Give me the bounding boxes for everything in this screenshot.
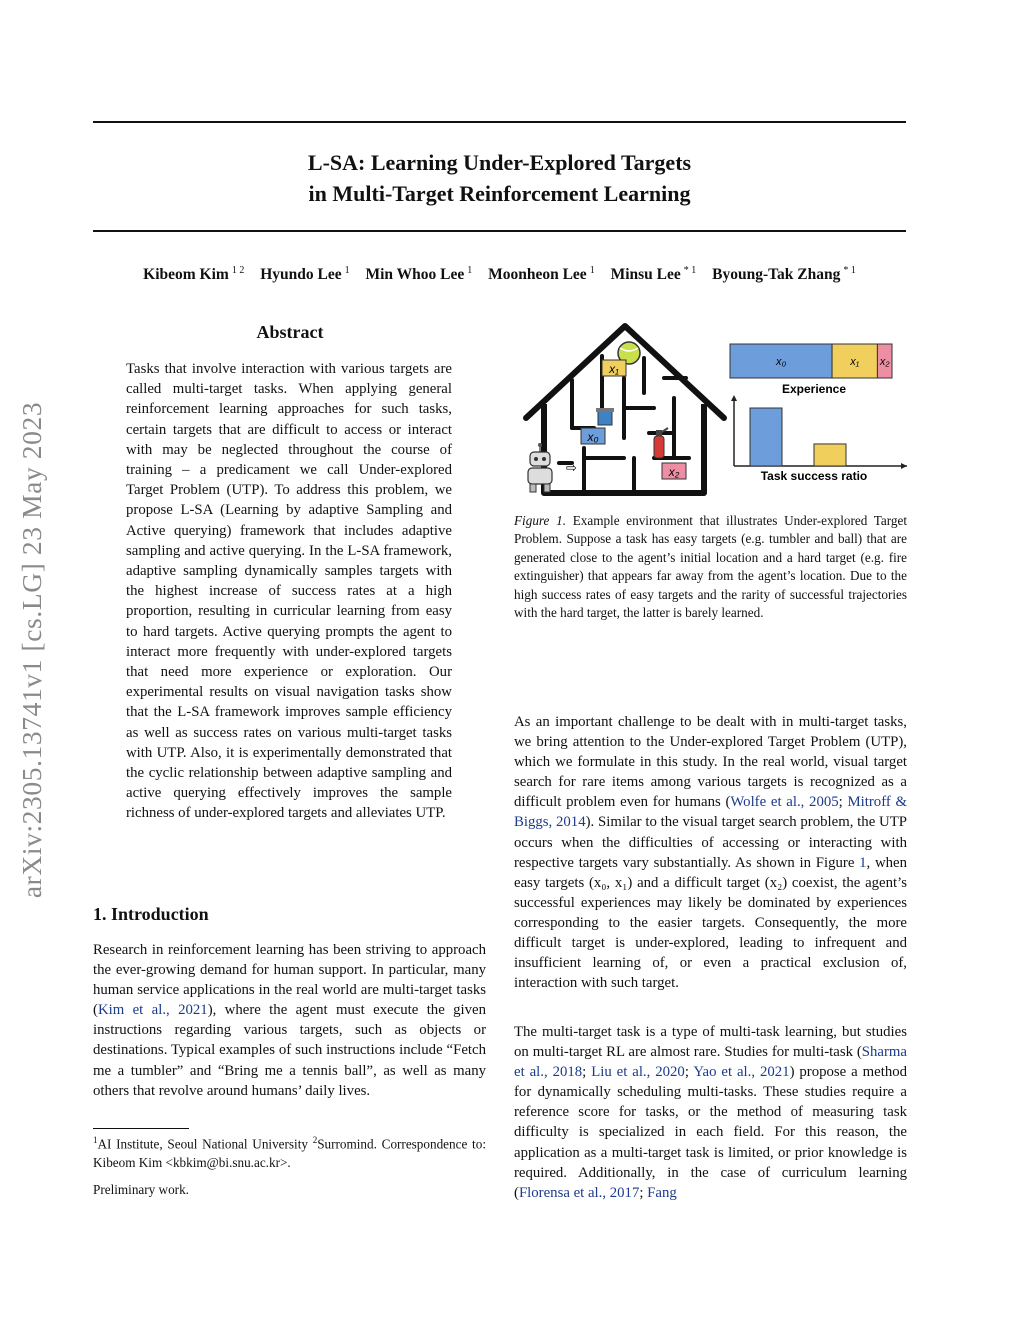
success-bar <box>750 408 782 466</box>
intro-paragraph: Research in reinforcement learning has been striving to approach the ever-growing demand for human support. In particular, many human service applications in the real world are multi-target tasks (Kim et al., 2021), where the agent must execute the given instructions regarding various targets, such as objects or destinations. Typical examples of such instructions include “Fetch me a tumbler” and “Bring me a tennis ball”, as well as many others that revolve around humans’ daily lives. <box>93 942 486 1099</box>
citation-link[interactable]: Wolfe et al., 2005 <box>730 794 839 811</box>
target-label-x0: x₀ <box>587 430 599 444</box>
title-line-2: in Multi-Target Reinforcement Learning <box>308 181 691 206</box>
experience-segment-label: x₁ <box>850 356 860 368</box>
title-line-1: L-SA: Learning Under-Explored Targets <box>307 150 692 175</box>
citation-link[interactable]: Liu et al., 2020 <box>591 1064 685 1081</box>
success-bar <box>814 444 846 466</box>
author: Min Whoo Lee $^1$ <box>365 265 473 283</box>
figure-1 <box>514 318 907 498</box>
x-axis-arrow <box>901 463 907 469</box>
author: Moonheon Lee $^1$ <box>488 265 595 283</box>
arxiv-stamp: arXiv:2305.13741v1 [cs.LG] 23 May 2023 <box>16 401 47 899</box>
success-chart <box>731 395 907 469</box>
experience-label: Experience <box>781 382 847 396</box>
figure-1-caption: Figure 1. Example environment that illustrates Under-explored Target Problem. Suppose a task has easy targets (e.g. tumbler and ball) that are generated close to the agent’s initial location and a hard target (e.g. fire extinguisher) that appears far away from the agent’s location. Due to the high success rates of easy targets and the rarity of successful trajectories with the hard target, the latter is barely learned. <box>514 513 907 621</box>
y-axis-arrow <box>731 395 737 401</box>
figure-ref-link[interactable]: 1 <box>859 854 867 871</box>
author: Kibeom Kim $^{1 2}$ <box>143 265 245 283</box>
paper-title <box>93 147 906 209</box>
abstract-heading: Abstract <box>256 322 324 342</box>
experience-bar <box>730 344 892 378</box>
experience-segment-label: x₂ <box>879 356 890 368</box>
title-bottom-rule <box>93 230 906 232</box>
tumbler-icon <box>596 408 614 425</box>
robot-agent-icon <box>528 443 552 492</box>
target-label-x1: x₁ <box>609 362 619 376</box>
footnote-rule <box>93 1128 189 1129</box>
target-label-x2: x₂ <box>668 465 680 479</box>
citation-link[interactable]: Fang <box>647 1184 677 1201</box>
intro-paragraph-3: The multi-target task is a type of multi-task learning, but studies on multi-target RL are almost rare. Studies for multi-task (Sharma et al., 2018; Liu et al., 2020; Yao et al., 2021) propose a method for dynamically scheduling multi-tasks. These studies require a reference score for tasks, or the method of measuring task difficulty is specialized in each field. For this reason, the application as a multi-target task is limited, or prior knowledge is required. Additionally, in the case of curriculum learning (Florensa et al., 2017; Fang <box>514 1024 908 1201</box>
abstract-text: Tasks that involve interaction with various targets are called multi-target tasks. When applying general reinforcement learning approaches for such tasks, certain targets that are difficult to access or interact with may be neglected throughout the course of training – a predicament we call Under-explored Target Problem (UTP). To address this problem, we propose L-SA (Learning by adaptive Sampling and Active querying) framework that includes adaptive sampling and active querying. In the L-SA framework, adaptive sampling dynamically samples targets with the highest increase of success rates at a high proportion, resulting in curricular learning from easy to hard targets. Active querying prompts the agent to interact more frequently with under-explored targets that need more experience or exploration. Our experimental results on visual navigation tasks show that the L-SA framework improves sample efficiency as well as success rates on various multi-target tasks with UTP. Also, it is experimentally demonstrated that the cyclic relationship between adaptive sampling and active querying effectively improves the sample richness of under-explored targets and alleviates UTP. <box>126 361 452 822</box>
intro-paragraph-2: As an important challenge to be dealt with in multi-target tasks, we bring attention to the Under-explored Target Problem (UTP), which we formulate in this study. In the real world, visual target search for rare items among various targets is recognized as a difficult problem even for humans (Wolfe et al., 2005; Mitroff & Biggs, 2014). Similar to the visual target search problem, the UTP occurs when the difficulties of accessing or interacting with respective targets vary substantially. As shown in Figure 1, when easy targets (x₀, x₁) and a difficult target (x₂) coexist, the agent’s successful experiences may likely be dominated by experiences corresponding to the easier targets. Consequently, the more difficult target is under-explored, leading to infrequent and insufficient learning of, or even a practical exclusion of, interaction with such target. <box>514 714 907 992</box>
top-rule <box>93 121 906 123</box>
author: Byoung-Tak Zhang $^{* 1}$ <box>712 265 856 283</box>
citation-link[interactable]: Kim et al., 2021 <box>97 1002 208 1019</box>
house-maze-illustration <box>526 326 724 493</box>
figure-1-svg <box>514 318 907 498</box>
success-label: Task success ratio <box>760 469 868 483</box>
citation-link[interactable]: Florensa et al., 2017 <box>518 1184 640 1201</box>
citation-link[interactable]: Sharma et al., 2018 <box>514 1044 907 1081</box>
author: Hyundo Lee $^1$ <box>260 265 350 283</box>
arrow-right-icon: ⇨ <box>566 460 577 475</box>
citation-link[interactable]: Yao et al., 2021 <box>693 1064 790 1081</box>
preliminary-note: Preliminary work. <box>93 1182 189 1197</box>
footnote: $^1$AI Institute, Seoul National University $^2$Surromind. Correspondence to: Kibeom Kim <kbkim@bi.snu.ac.kr>. <box>93 1135 486 1170</box>
section-heading-introduction: 1. Introduction <box>93 904 209 924</box>
citation-link[interactable]: Mitroff & Biggs, 2014 <box>514 794 907 831</box>
author-list <box>93 265 906 284</box>
author: Minsu Lee $^{* 1}$ <box>610 265 697 283</box>
experience-segment-label: x₀ <box>775 356 787 368</box>
